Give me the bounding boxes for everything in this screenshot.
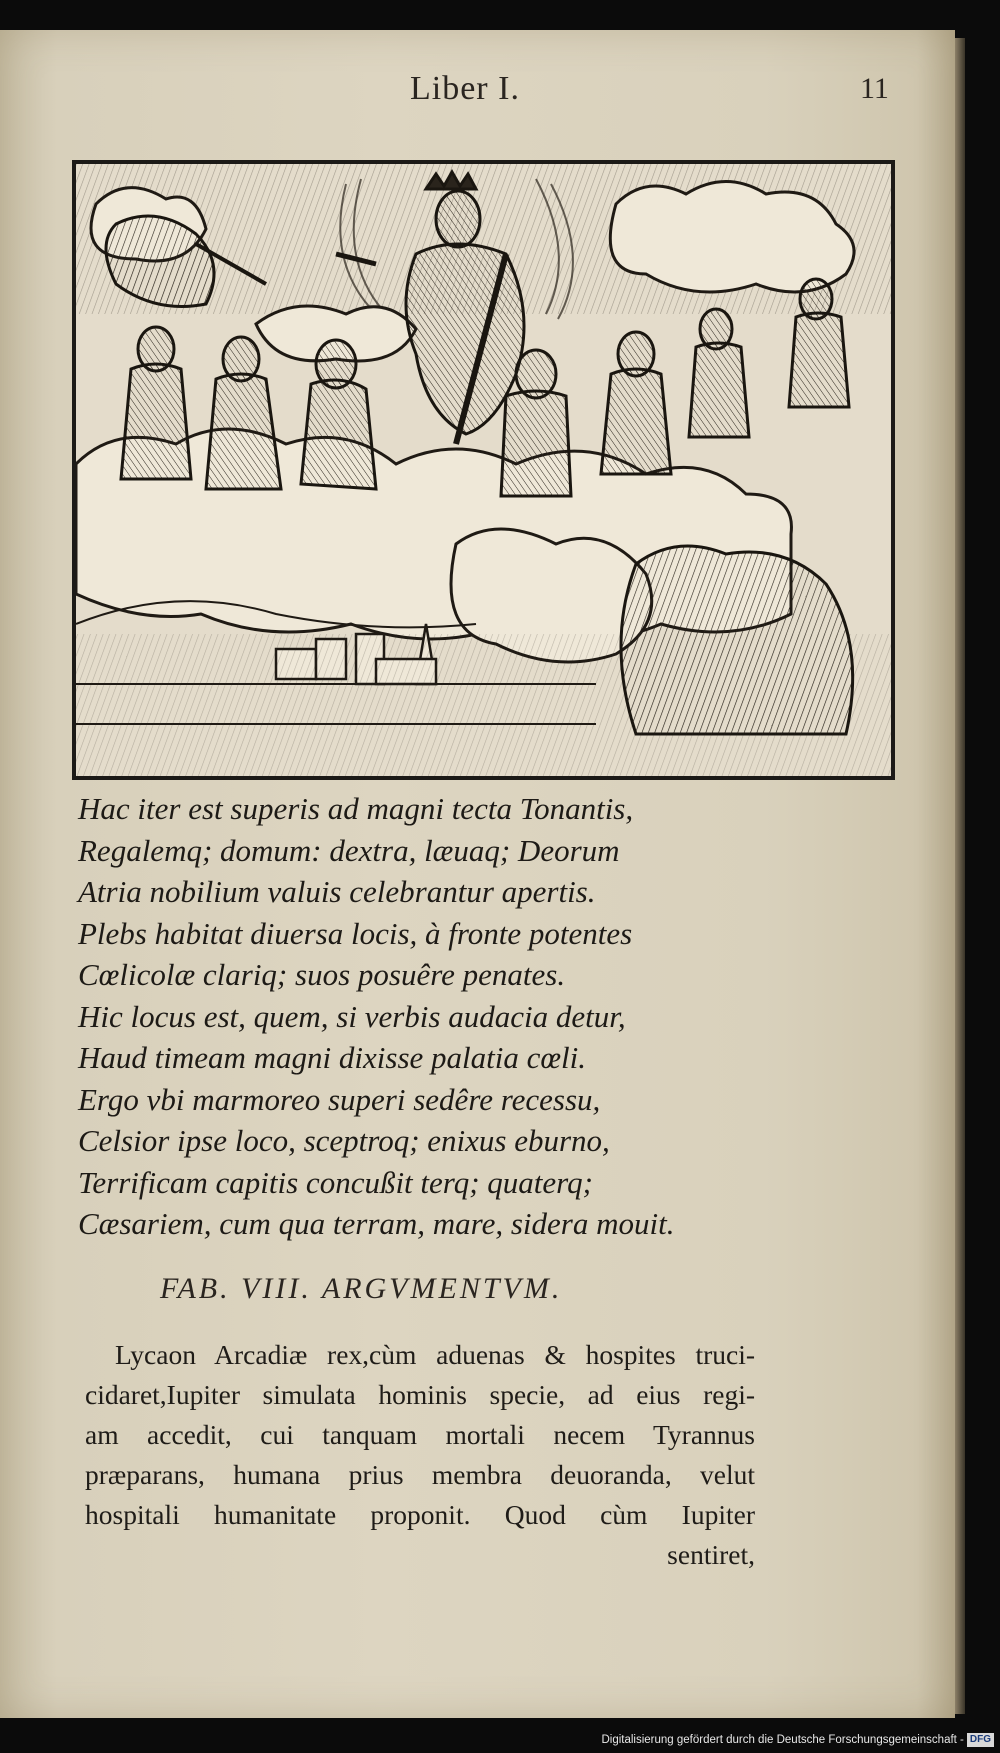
- verse-line: Terrificam capitis concußit terq; quaterq;: [78, 1164, 593, 1200]
- prose-line: am accedit, cui tanquam mortali necem Tyrannus: [85, 1419, 755, 1450]
- argument-paragraph: [85, 1335, 755, 1575]
- credit-text: Digitalisierung gefördert durch die Deutsche Forschungsgemeinschaft -: [601, 1734, 964, 1746]
- dfg-logo-icon: DFG: [967, 1733, 994, 1747]
- catchword: sentiret,: [667, 1539, 755, 1570]
- verse-line: Regalemq; domum: dextra, læuaq; Deorum: [78, 832, 620, 868]
- page-edge: [955, 38, 965, 1714]
- verse-line: Cæsariem, cum qua terram, mare, sidera mouit.: [78, 1206, 675, 1241]
- verse-line: Hic locus est, quem, si verbis audacia detur,: [78, 998, 626, 1034]
- verse-line: Plebs habitat diuersa locis, à fronte potentes: [78, 915, 633, 951]
- running-head: Liber I.: [410, 70, 520, 107]
- verse-block: [78, 788, 878, 1245]
- digitization-credit: [600, 1728, 1000, 1753]
- verse-line: Cœlicolæ clariq; suos posuêre penates.: [78, 957, 566, 992]
- prose-line: Lycaon Arcadiæ rex,cùm aduenas & hospites truci-: [115, 1339, 755, 1370]
- prose-line: hospitali humanitate proponit. Quod cùm Iupiter: [85, 1499, 755, 1530]
- page-number: 11: [860, 72, 889, 105]
- woodcut-illustration: [72, 160, 895, 780]
- prose-line: præparans, humana prius membra deuoranda, velut: [85, 1459, 755, 1490]
- verse-line: Hac iter est superis ad magni tecta Tonantis,: [78, 791, 634, 826]
- verse-line: Celsior ipse loco, sceptroq; enixus eburno,: [78, 1123, 610, 1158]
- verse-line: Ergo vbi marmoreo superi sedêre recessu,: [78, 1081, 601, 1117]
- prose-line: cidaret,Iupiter simulata hominis specie, ad eius regi-: [85, 1379, 755, 1410]
- woodcut-assembly-of-gods-icon: [76, 164, 891, 776]
- section-heading: FAB. VIII. ARGVMENTVM.: [160, 1272, 563, 1305]
- verse-line: Haud timeam magni dixisse palatia cœli.: [78, 1040, 587, 1075]
- verse-line: Atria nobilium valuis celebrantur apertis.: [78, 874, 596, 909]
